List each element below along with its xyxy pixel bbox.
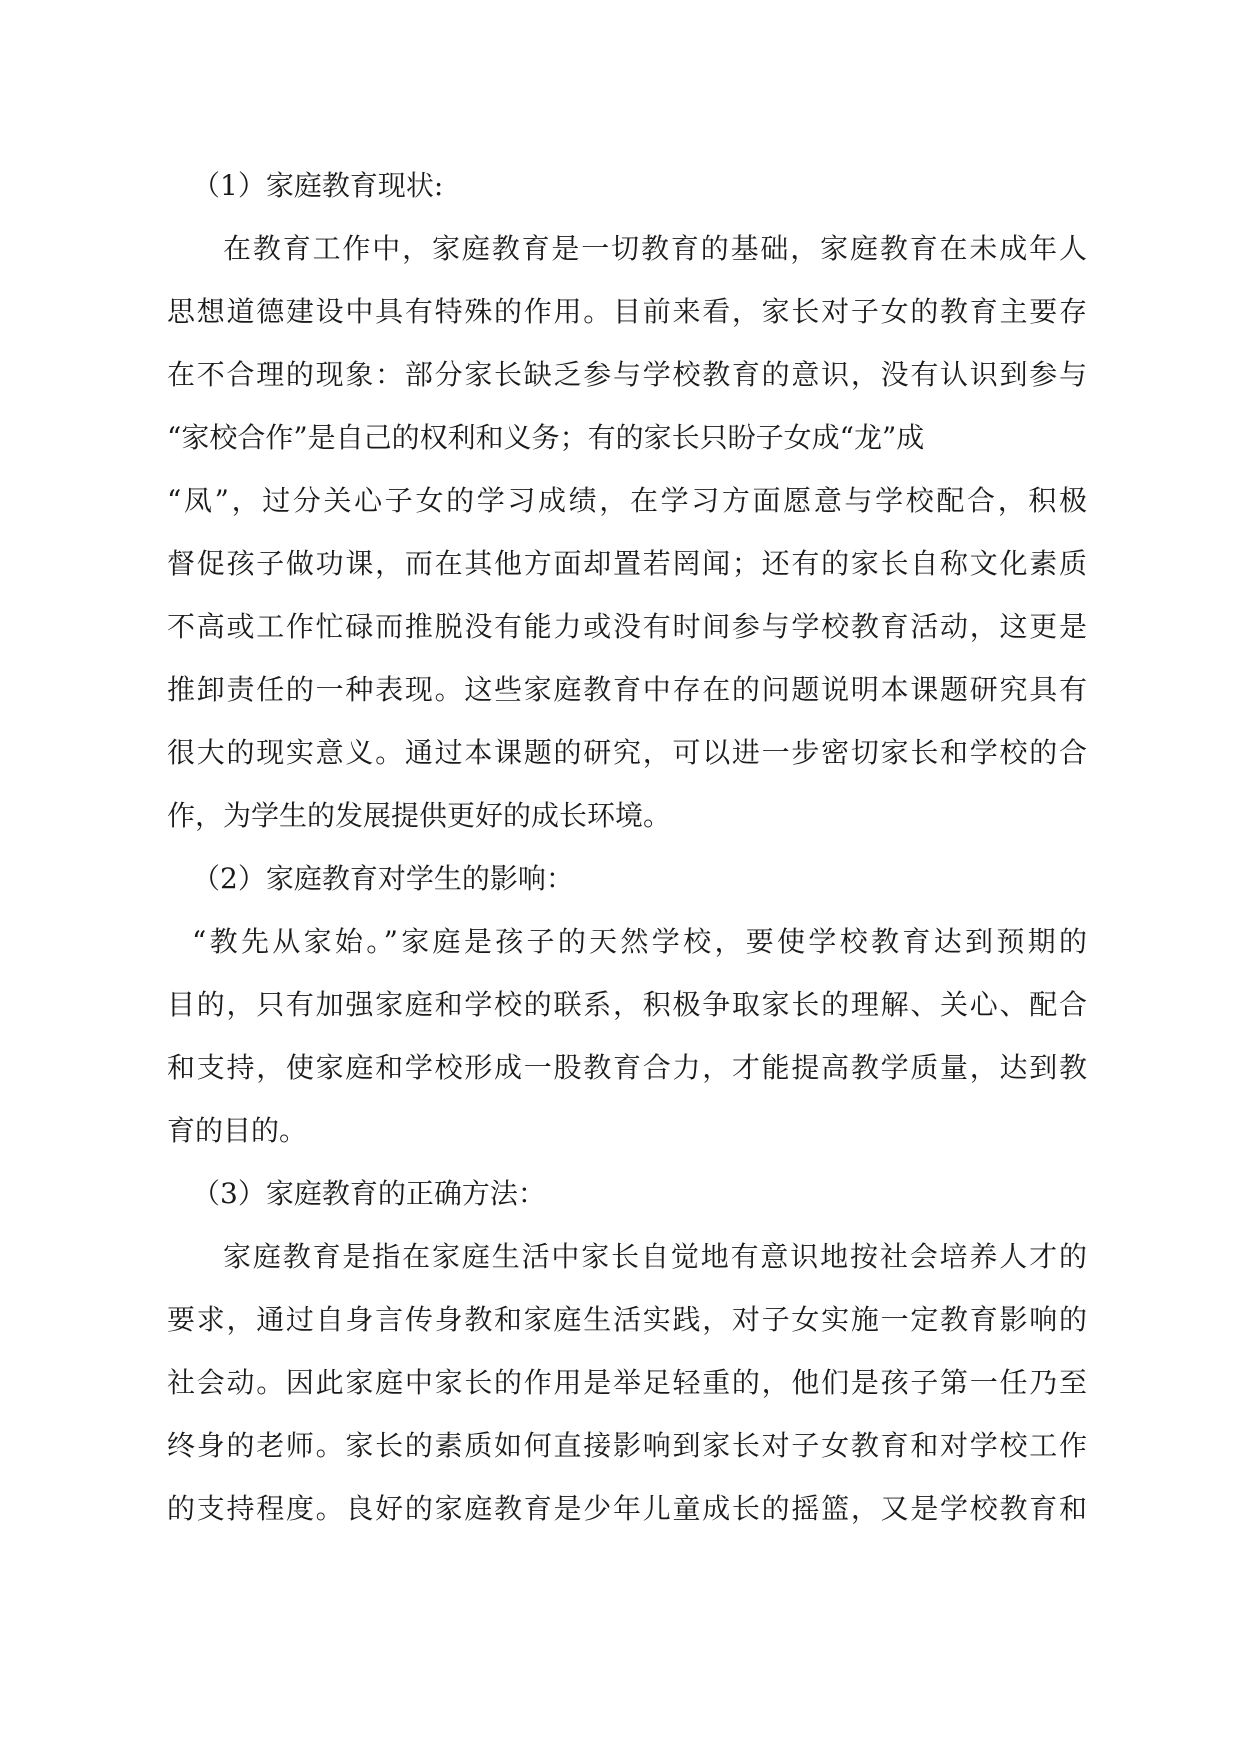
paragraph-line: 很大的现实意义。通过本课题的研究，可以进一步密切家长和学校的合 [167, 736, 1087, 769]
paragraph-line: 要求，通过自身言传身教和家庭生活实践，对子女实施一定教育影响的 [167, 1303, 1087, 1336]
paragraph-line: 在教育工作中，家庭教育是一切教育的基础，家庭教育在未成年人 [223, 232, 1087, 265]
paragraph-line: 目的，只有加强家庭和学校的联系，积极争取家长的理解、关心、配合 [167, 988, 1087, 1021]
paragraph-line: 督促孩子做功课，而在其他方面却置若罔闻；还有的家长自称文化素质 [167, 547, 1087, 580]
paragraph-line: 思想道德建设中具有特殊的作用。目前来看，家长对子女的教育主要存 [167, 295, 1087, 328]
paragraph-line: 和支持，使家庭和学校形成一股教育合力，才能提高教学质量，达到教 [167, 1051, 1087, 1084]
paragraph-line: 家庭教育是指在家庭生活中家长自觉地有意识地按社会培养人才的 [223, 1240, 1087, 1273]
section-heading-1: （1）家庭教育现状: [192, 169, 444, 202]
paragraph-line: 社会动。因此家庭中家长的作用是举足轻重的，他们是孩子第一任乃至 [167, 1366, 1087, 1399]
paragraph-line: 推卸责任的一种表现。这些家庭教育中存在的问题说明本课题研究具有 [167, 673, 1087, 706]
body-text [167, 154, 1087, 1540]
paragraph-line: 的支持程度。良好的家庭教育是少年儿童成长的摇篮，又是学校教育和 [167, 1492, 1087, 1525]
paragraph-line: “家校合作”是自己的权利和义务；有的家长只盼子女成“龙”成 [167, 421, 925, 454]
paragraph-line: 育的目的。 [167, 1114, 308, 1147]
paragraph-line: 作，为学生的发展提供更好的成长环境。 [167, 799, 672, 832]
section-heading-2: （2）家庭教育对学生的影响： [192, 862, 574, 895]
section-heading-3: （3）家庭教育的正确方法： [192, 1177, 546, 1210]
paragraph-line: 在不合理的现象：部分家长缺乏参与学校教育的意识，没有认识到参与 [167, 358, 1087, 391]
paragraph-line: 终身的老师。家长的素质如何直接影响到家长对子女教育和对学校工作 [167, 1429, 1087, 1462]
paragraph-line: “凤”，过分关心子女的学习成绩，在学习方面愿意与学校配合，积极 [167, 484, 1087, 517]
paragraph-line: 不高或工作忙碌而推脱没有能力或没有时间参与学校教育活动，这更是 [167, 610, 1087, 643]
paragraph-line: “教先从家始。”家庭是孩子的天然学校，要使学校教育达到预期的 [192, 925, 1087, 958]
